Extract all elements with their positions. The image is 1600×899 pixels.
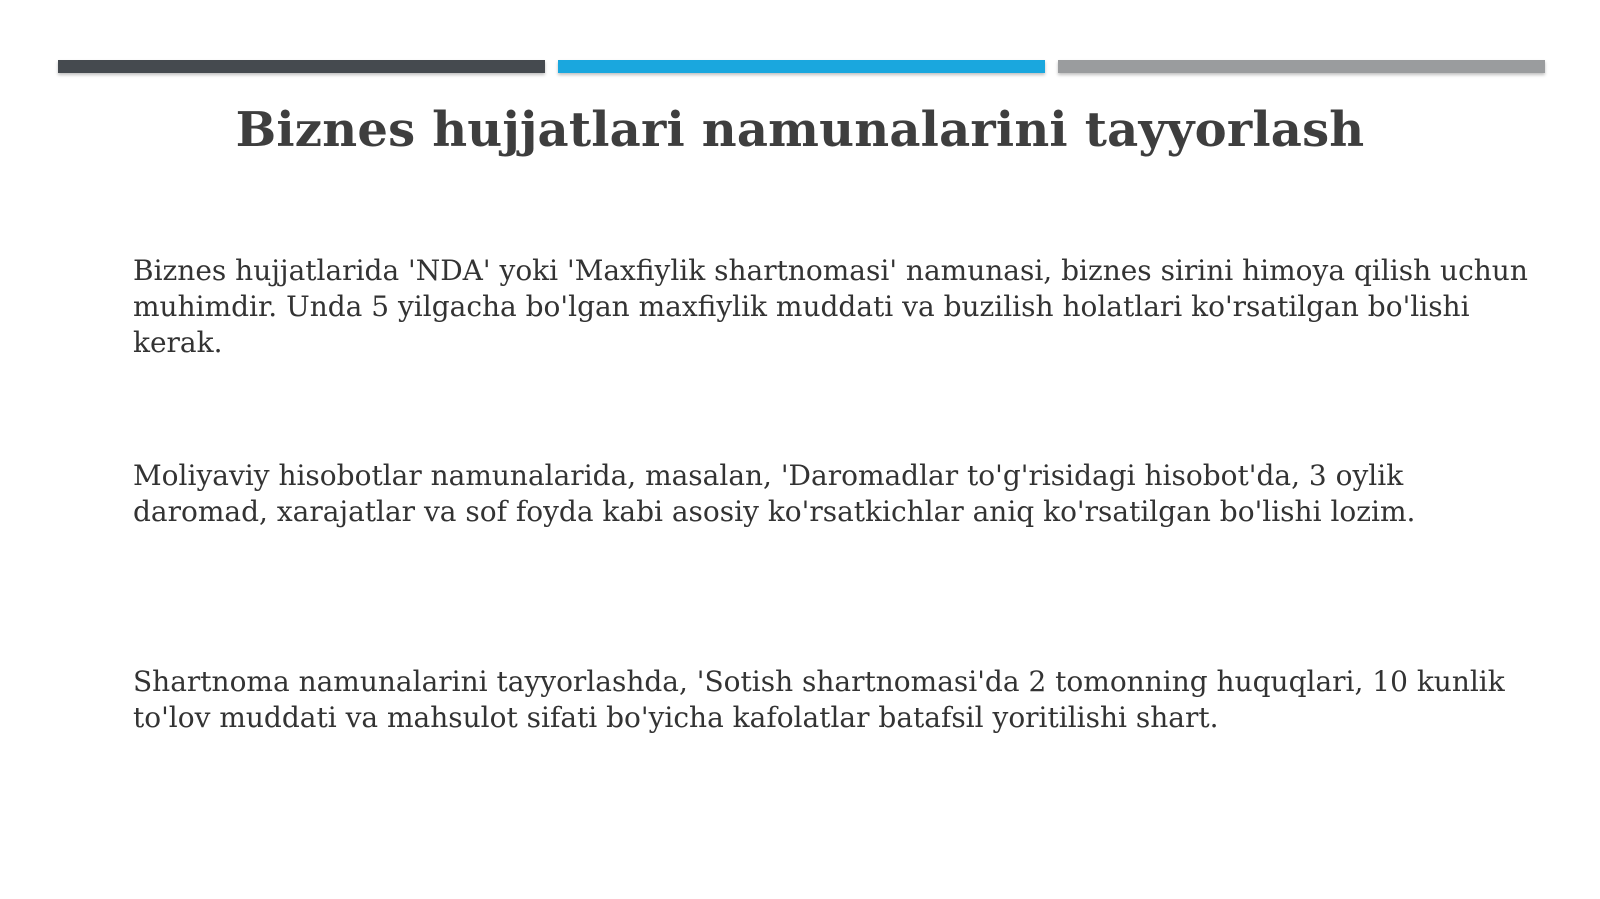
paragraph-sales-contract: Shartnoma namunalarini tayyorlashda, 'Sotish shartnomasi'da 2 tomonning huquqlari, 10 kunlik to'lov muddati va mahsulot sifati bo'yicha kafolatlar batafsil yoritilishi shart. (133, 665, 1505, 734)
header-bar-dark (58, 60, 545, 73)
paragraph-financial-reports: Moliyaviy hisobotlar namunalarida, masalan, 'Daromadlar to'g'risidagi hisobot'da, 3 oylik daromad, xarajatlar va sof foyda kabi asosiy ko'rsatkichlar aniq ko'rsatilgan bo'lishi lozim. (133, 459, 1416, 528)
header-bar-gray (1058, 60, 1545, 73)
slide-title: Biznes hujjatlari namunalarini tayyorlash (235, 102, 1365, 158)
header-bar-blue (558, 60, 1045, 73)
paragraph-nda: Biznes hujjatlarida 'NDA' yoki 'Maxfiylik shartnomasi' namunasi, biznes sirini himoya qilish uchun muhimdir. Unda 5 yilgacha bo'lgan maxfiylik muddati va buzilish holatlari ko'rsatilgan bo'lishi kerak. (133, 254, 1528, 359)
